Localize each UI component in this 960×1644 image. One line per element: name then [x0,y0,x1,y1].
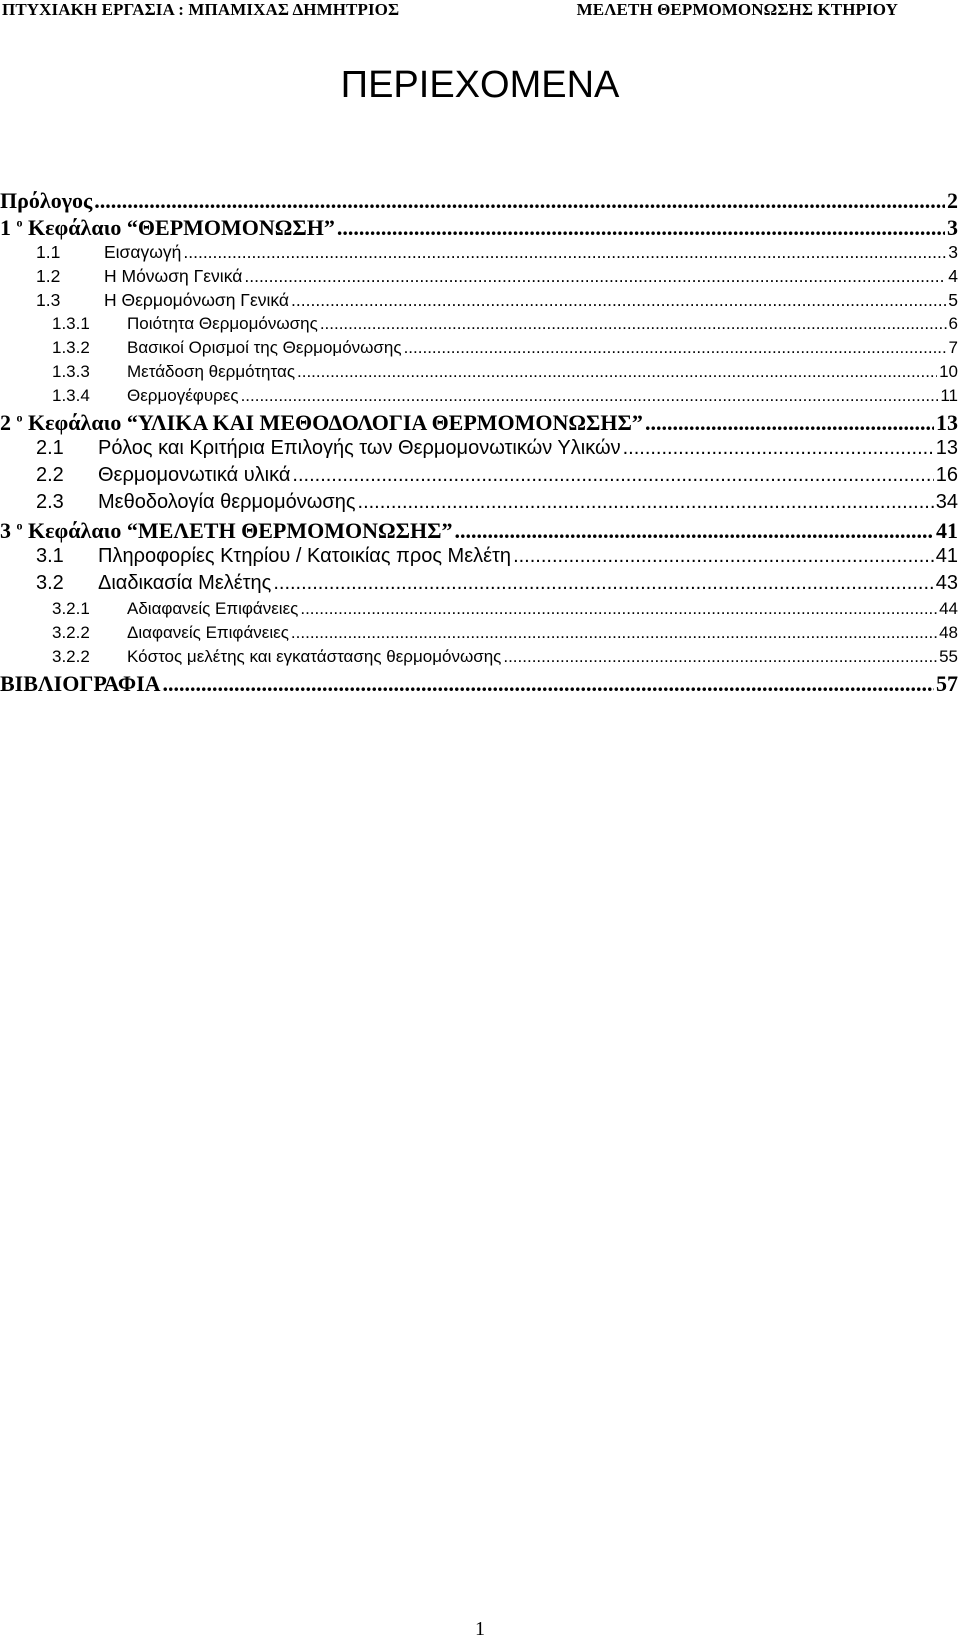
dot-leader [241,386,939,406]
dot-leader [244,266,946,287]
dot-leader [503,647,937,667]
toc-entry[interactable] [0,290,958,314]
dot-leader [358,491,934,514]
dot-leader [297,362,937,382]
toc-entry-title: Ποιότητα Θερμομόνωσης [127,314,318,333]
toc-entry-title: ΒΙΒΛΙΟΓΡΑΦΙΑ [0,671,161,696]
toc-entry[interactable] [0,518,958,545]
toc-entry[interactable] [0,437,958,464]
table-of-contents [0,188,958,698]
toc-entry-page-number: 10 [939,362,958,381]
dot-leader [404,338,947,358]
toc-entry-page-number: 13 [935,437,958,459]
toc-entry[interactable] [0,410,958,437]
chapter-ordinal-superscript: ο [16,410,23,425]
toc-entry[interactable] [0,242,958,266]
dot-leader [623,437,934,460]
toc-entry-page-number: 57 [936,671,958,696]
toc-entry-page-number: 5 [948,290,958,310]
toc-entry-page-number: 6 [948,314,958,333]
toc-entry-title: Η Θερμομόνωση Γενικά [104,290,290,310]
toc-entry-title: Κόστος μελέτης και εγκατάστασης θερμομόνωσης [127,647,502,666]
toc-entry[interactable] [0,647,958,671]
toc-entry-title: Θερμομονωτικά υλικά [98,464,291,486]
running-header-title: ΜΕΛΕΤΗ ΘΕΡΜΟΜΟΝΩΣΗΣ ΚΤΗΡΙΟΥ [576,0,898,19]
dot-leader [320,314,947,334]
toc-entry[interactable] [0,338,958,362]
toc-entry-title: Μεθοδολογία θερμομόνωσης [98,491,356,513]
dot-leader [300,599,937,619]
page-number: 1 [475,1618,485,1640]
dot-leader [454,518,934,544]
toc-entry-number: 3.2 [36,572,64,594]
toc-entry-number: 2.2 [36,464,64,486]
toc-entry[interactable] [0,464,958,491]
page-title: ΠΕΡΙΕΧΟΜΕΝΑ [340,64,620,106]
dot-leader [337,215,945,241]
toc-entry-number: 1.3.4 [52,386,90,405]
toc-entry[interactable] [0,491,958,518]
toc-entry-page-number: 11 [940,386,958,405]
toc-entry-page-number: 41 [936,518,958,543]
chapter-number: 3 [0,518,17,543]
toc-entry-title: Η Μόνωση Γενικά [104,266,243,286]
toc-entry-title: Πληροφορίες Κτηρίου / Κατοικίας προς Μελέτη [98,545,512,567]
toc-entry-number: 1.3 [36,290,61,310]
toc-entry[interactable] [0,314,958,338]
toc-entry[interactable] [0,671,958,698]
toc-entry-title: Ρόλος και Κριτήρια Επιλογής των Θερμομονωτικών Υλικών [98,437,621,459]
toc-entry-number: 1.2 [36,266,61,286]
toc-entry-page-number: 43 [935,572,958,594]
toc-entry-page-number: 3 [948,242,958,262]
toc-entry-title: Βασικοί Ορισμοί της Θερμομόνωσης [127,338,402,357]
toc-entry-number: 3.2.1 [52,599,90,618]
dot-leader [273,572,933,595]
toc-entry-number: 1.1 [36,242,61,262]
toc-entry-page-number: 7 [948,338,958,357]
toc-entry[interactable] [0,386,958,410]
toc-entry-title: Θερμογέφυρες [127,386,239,405]
toc-entry-number: 1.3.2 [52,338,90,357]
toc-entry-number: 1.3.3 [52,362,90,381]
dot-leader [292,464,933,487]
chapter-title: Κεφάλαιο “ΥΛΙΚΑ ΚΑΙ ΜΕΘΟΔΟΛΟΓΙΑ ΘΕΡΜΟΜΟΝΩΣΗΣ” [22,410,643,435]
dot-leader [163,671,934,697]
toc-entry[interactable] [0,599,958,623]
dot-leader [513,545,934,568]
toc-entry-page-number: 13 [936,410,958,435]
toc-entry[interactable] [0,188,958,215]
chapter-title: Κεφάλαιο “ΜΕΛΕΤΗ ΘΕΡΜΟΜΟΝΩΣΗΣ” [22,518,453,543]
toc-entry-page-number: 3 [947,215,958,240]
toc-entry-page-number: 44 [939,599,958,618]
toc-entry[interactable] [0,623,958,647]
dot-leader [291,290,946,311]
toc-entry-title [0,410,643,436]
chapter-number: 1 [0,215,17,240]
chapter-ordinal-superscript: ο [16,215,23,230]
dot-leader [183,242,946,263]
chapter-number: 2 [0,410,17,435]
chapter-title: Κεφάλαιο “ΘΕΡΜΟΜΟΝΩΣΗ” [22,215,335,240]
toc-entry[interactable] [0,215,958,242]
running-header-author: ΠΤΥΧΙΑΚΗ ΕΡΓΑΣΙΑ : ΜΠΑΜΙΧΑΣ ΔΗΜΗΤΡΙΟΣ [2,0,400,19]
toc-entry-title: Διαφανείς Επιφάνειες [127,623,289,642]
toc-entry-number: 3.2.2 [52,623,90,642]
toc-entry-number: 3.1 [36,545,64,567]
toc-entry-title [0,215,335,241]
dot-leader [94,188,945,214]
toc-entry-title: Αδιαφανείς Επιφάνειες [127,599,299,618]
chapter-ordinal-superscript: ο [16,518,23,533]
dot-leader [291,623,937,643]
toc-entry-title: Πρόλογος [0,188,93,213]
toc-entry-title [0,518,452,544]
dot-leader [645,410,934,436]
toc-entry[interactable] [0,545,958,572]
toc-entry[interactable] [0,266,958,290]
toc-entry-number: 3.2.2 [52,647,90,666]
toc-entry-number: 2.3 [36,491,64,513]
toc-entry[interactable] [0,362,958,386]
toc-entry-page-number: 16 [935,464,958,486]
toc-entry-page-number: 4 [948,266,958,286]
toc-entry-number: 1.3.1 [52,314,90,333]
toc-entry-page-number: 34 [935,491,958,513]
toc-entry-title: Μετάδοση θερμότητας [127,362,296,381]
toc-entry-title: Εισαγωγή [104,242,182,262]
toc-entry[interactable] [0,572,958,599]
toc-entry-page-number: 48 [939,623,958,642]
toc-entry-page-number: 55 [939,647,958,666]
toc-entry-title: Διαδικασία Μελέτης [98,572,272,594]
toc-entry-page-number: 2 [947,188,958,213]
toc-entry-page-number: 41 [935,545,958,567]
toc-entry-number: 2.1 [36,437,64,459]
